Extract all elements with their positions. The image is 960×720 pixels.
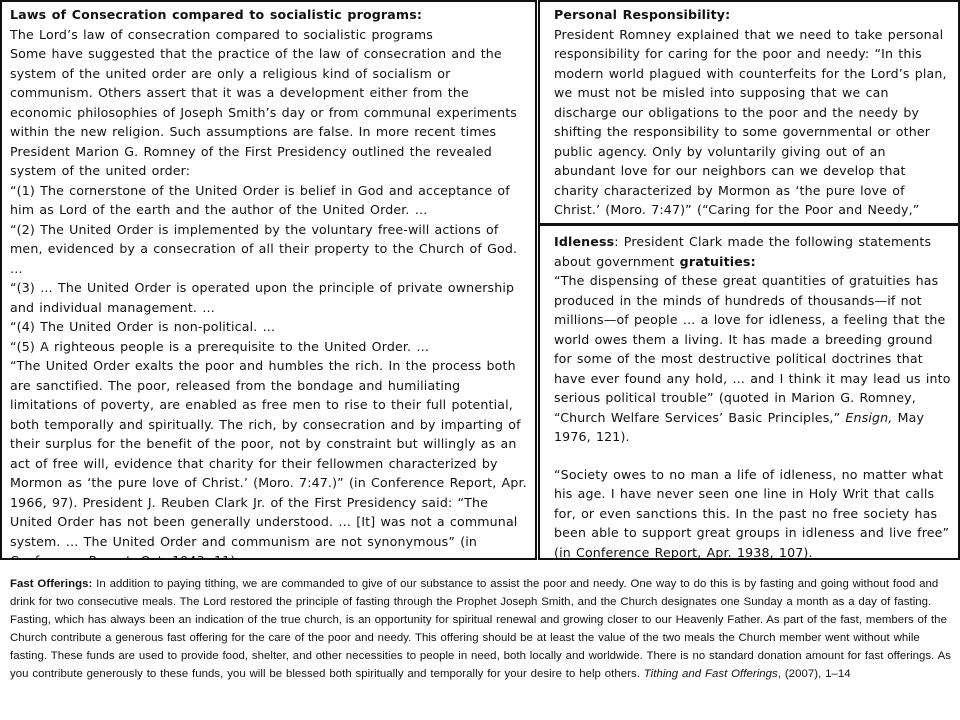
fast-heading: Fast Offerings: bbox=[10, 578, 93, 590]
fast-offerings-panel bbox=[0, 560, 960, 720]
personal-body bbox=[554, 25, 952, 240]
consecration-heading: Laws of Consecration compared to socialistic programs: bbox=[10, 7, 423, 22]
idleness-heading: Idleness bbox=[554, 234, 615, 249]
paragraph: “(3) … The United Order is operated upon the principle of private ownership and individual management. … bbox=[10, 280, 515, 315]
fast-body: In addition to paying tithing, we are commanded to give of our substance to assist the poor and needy. One way to do this is by fasting and going without food and drink for two consecutive meals. The Lord restored the principle of fasting through the Prophet Joseph Smith, and the Church designates one Sunday a month as a day of fasting. Fasting, which has always been an indication of the true church, is an opportunity for spiritual renewal and growing closer to our Heavenly Father. As part of the fast, members of the Church contribute a generous fast offering for the care of the poor and needy. This offering should be at least the value of the two meals the Church member went without while fasting. These funds are used to provide food, shelter, and other necessities to people in need, both locally and worldwide. There is no standard donation amount for fast offerings. As you contribute generously to these funds, you will be blessed both spiritually and temporally for your desire to help others. bbox=[10, 578, 951, 680]
personal-heading: Personal Responsibility: bbox=[554, 7, 731, 22]
paragraph: The Lord’s law of consecration compared to socialistic programs bbox=[10, 26, 433, 42]
quote-1-italic: Ensign, bbox=[845, 409, 893, 425]
gratuities-term: gratuities: bbox=[679, 253, 756, 269]
paragraph: Some have suggested that the practice of the law of consecration and the system of the united order are only a religious kind of socialism or communism. Others assert that it was a development either from the economic philosophies of Joseph Smith’s day or from communal experiments within the new religion. Such assumptions are false. In more recent times President Marion G. Romney of the First Presidency outlined the revealed system of the united order: bbox=[10, 46, 517, 178]
idleness-quote-1 bbox=[554, 271, 952, 447]
paragraph: “(1) The cornerstone of the United Order is belief in God and acceptance of him as Lord of the earth and the author of the United Order. … bbox=[10, 182, 510, 217]
idleness-quote-2: “Society owes to no man a life of idleness, no matter what his age. I have never seen one line in Holy Writ that calls for, or even sanctions this. In the past no free society has been able to support great groups in idleness and live free” (in Conference Report, Apr. 1938, 107). bbox=[554, 466, 950, 560]
idleness-intro bbox=[554, 232, 952, 271]
spacer bbox=[554, 447, 952, 465]
idleness-intro-text: : President Clark made the following statements about government bbox=[554, 234, 932, 269]
paragraph: “(4) The United Order is non-political. … bbox=[10, 319, 276, 334]
paragraph: “(5) A righteous people is a prerequisite to the United Order. … bbox=[10, 338, 430, 354]
idleness-panel bbox=[538, 224, 960, 560]
paragraph: “(2) The United Order is implemented by the voluntary free-will actions of men, evidenced by a consecration of all their property to the Church of God. … bbox=[10, 221, 518, 276]
fast-source-italic: Tithing and Fast Offerings bbox=[643, 668, 778, 680]
consecration-panel bbox=[0, 0, 537, 560]
paragraph: “The United Order exalts the poor and humbles the rich. In the process both are sanctified. The poor, released from the bondage and humiliating limitations of poverty, are enabled as free men to rise to their full potential, both temporally and spiritually. The rich, by consecration and by imparting of their surplus for the benefit of the poor, not by constraint but willingly as an act of free will, evidence that charity for their fellowmen characterized by Mormon as ‘the pure love of Christ.’ (Moro. 7:47.)” (in Conference Report, Apr. 1966, 97). President J. Reuben Clark Jr. of the First Presidency said: “The United Order has not been generally understood. … [It] was not a communal system. … The United Order and communism are not synonymous” (in bbox=[10, 358, 527, 549]
fast-offerings-text bbox=[10, 575, 954, 683]
fast-source-tail: , (2007), 1–14 bbox=[777, 668, 851, 680]
personal-responsibility-panel bbox=[538, 0, 960, 225]
quote-1-text: “The dispensing of these great quantities of gratuities has produced in the minds of hundreds of thousands—if not millions—of people … a love for idleness, a feeling that the world owes them a living. It has made a breeding ground for some of the most destructive political doctrines that have ever found any hold, … and I think it may lead us into serious political trouble” (quoted in Marion G. Romney, “Church Welfare Services’ Basic Principles,” bbox=[554, 273, 951, 425]
quote-1-tail: May 1976, 121). bbox=[554, 409, 925, 444]
personal-text: President Romney explained that we need to take personal responsibility for caring for the poor and needy: “In this modern world plagued with counterfeits for the Lord’s plan, we must not be misled into supposing that we can discharge our obligations to the poor and the needy by shifting the responsibility to some governmental or other public agency. Only by voluntarily giving out of an abundant love for our neighbors can we develop that charity characterized by Mormon as ‘the pure love of Christ.’ (Moro. 7:47)” (“Caring for the Poor and Needy,” bbox=[554, 26, 947, 217]
